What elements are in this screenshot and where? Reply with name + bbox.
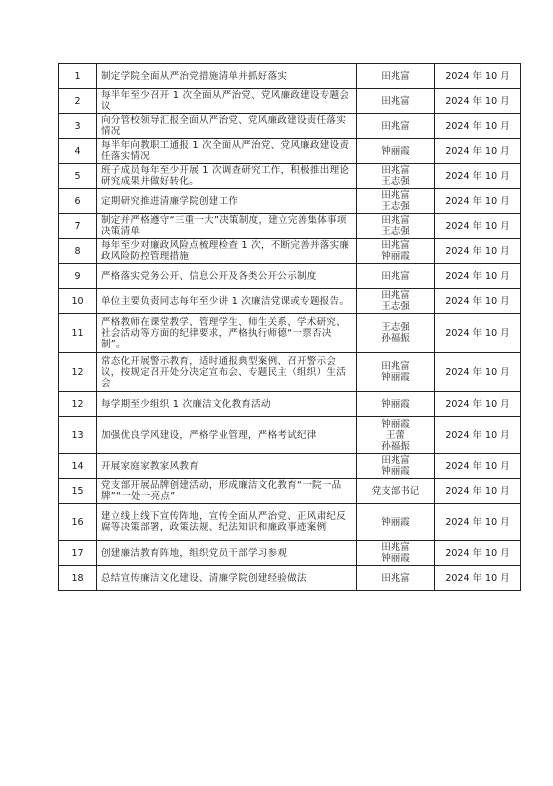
responsible-person-cell — [357, 289, 435, 314]
responsible-person: 田兆富 — [381, 240, 410, 251]
table-row — [59, 392, 521, 417]
responsible-person: 田兆富 — [381, 165, 410, 176]
task-description: 每年至少对廉政风险点梳理检查 1 次，不断完善并落实廉政风险防控管理措施 — [97, 239, 357, 264]
table-row — [59, 264, 521, 289]
responsible-person: 田兆富 — [381, 70, 410, 82]
table-row — [59, 353, 521, 392]
responsible-person-cell — [357, 504, 435, 541]
responsible-person: 田兆富 — [381, 290, 410, 301]
responsible-person-cell — [357, 392, 435, 417]
task-description: 开展家庭家教家风教育 — [97, 454, 357, 479]
responsible-person: 田兆富 — [381, 120, 410, 132]
row-number: 14 — [59, 454, 97, 479]
row-number: 12 — [59, 353, 97, 392]
deadline: 2024 年 10 月 — [435, 314, 521, 353]
task-description: 向分管校领导汇报全面从严治党、党风廉政建设责任落实情况 — [97, 114, 357, 139]
responsible-person: 钟丽霞 — [381, 553, 410, 564]
row-number: 12 — [59, 392, 97, 417]
responsible-person: 孙福振 — [381, 440, 410, 452]
responsible-person: 钟丽霞 — [381, 418, 410, 430]
deadline: 2024 年 10 月 — [435, 289, 521, 314]
table-row — [59, 417, 521, 454]
deadline: 2024 年 10 月 — [435, 89, 521, 114]
row-number: 7 — [59, 214, 97, 239]
task-description: 建立线上线下宣传阵地，宣传全面从严治党、正风肃纪反腐等决策部署，政策法规、纪法知识和廉政事迹案例 — [97, 504, 357, 541]
deadline: 2024 年 10 月 — [435, 353, 521, 392]
responsible-person-cell — [357, 417, 435, 454]
responsible-person: 钟丽霞 — [381, 251, 410, 262]
responsible-person: 王志强 — [381, 226, 410, 237]
responsible-person: 党支部书记 — [371, 485, 420, 497]
deadline: 2024 年 10 月 — [435, 417, 521, 454]
task-description: 加强优良学风建设，严格学业管理，严格考试纪律 — [97, 417, 357, 454]
responsible-person: 王蕾 — [385, 429, 405, 441]
table-row — [59, 139, 521, 164]
task-description: 定期研究推进清廉学院创建工作 — [97, 189, 357, 214]
responsible-person: 钟丽霞 — [381, 145, 410, 157]
responsible-person: 钟丽霞 — [381, 516, 410, 528]
deadline: 2024 年 10 月 — [435, 392, 521, 417]
responsible-person: 钟丽霞 — [381, 398, 410, 410]
deadline: 2024 年 10 月 — [435, 454, 521, 479]
table-row — [59, 64, 521, 89]
responsible-person-cell — [357, 214, 435, 239]
responsible-person-cell — [357, 239, 435, 264]
table-row — [59, 541, 521, 566]
responsible-person: 钟丽霞 — [381, 466, 410, 477]
responsible-person: 田兆富 — [381, 95, 410, 107]
row-number: 3 — [59, 114, 97, 139]
responsible-person: 孙福振 — [381, 333, 410, 344]
responsible-person: 王志强 — [381, 322, 410, 333]
task-description: 班子成员每年至少开展 1 次调查研究工作，积极推出理论研究成果并做好转化。 — [97, 164, 357, 189]
table-body — [59, 64, 521, 591]
responsible-person-cell — [357, 89, 435, 114]
deadline: 2024 年 10 月 — [435, 189, 521, 214]
responsible-person: 田兆富 — [381, 572, 410, 584]
responsible-person-cell — [357, 353, 435, 392]
responsible-person-cell — [357, 454, 435, 479]
row-number: 15 — [59, 479, 97, 504]
task-description: 单位主要负责同志每年至少讲 1 次廉洁党课或专题报告。 — [97, 289, 357, 314]
deadline: 2024 年 10 月 — [435, 64, 521, 89]
task-description: 创建廉洁教育阵地，组织党员干部学习参观 — [97, 541, 357, 566]
table-row — [59, 289, 521, 314]
table-row — [59, 189, 521, 214]
row-number: 4 — [59, 139, 97, 164]
deadline: 2024 年 10 月 — [435, 139, 521, 164]
responsible-person-cell — [357, 314, 435, 353]
responsible-person-cell — [357, 164, 435, 189]
responsible-person-cell — [357, 114, 435, 139]
deadline: 2024 年 10 月 — [435, 566, 521, 591]
deadline: 2024 年 10 月 — [435, 264, 521, 289]
deadline: 2024 年 10 月 — [435, 164, 521, 189]
deadline: 2024 年 10 月 — [435, 114, 521, 139]
row-number: 1 — [59, 64, 97, 89]
row-number: 6 — [59, 189, 97, 214]
responsible-person: 田兆富 — [381, 270, 410, 282]
row-number: 18 — [59, 566, 97, 591]
task-description: 每半年向教职工通报 1 次全面从严治党、党风廉政建设责任落实情况 — [97, 139, 357, 164]
task-description: 制定学院全面从严治党措施清单并抓好落实 — [97, 64, 357, 89]
responsible-person-cell — [357, 566, 435, 591]
row-number: 17 — [59, 541, 97, 566]
row-number: 16 — [59, 504, 97, 541]
responsible-person: 田兆富 — [381, 361, 410, 372]
row-number: 9 — [59, 264, 97, 289]
table-row — [59, 164, 521, 189]
task-description: 总结宣传廉洁文化建设、清廉学院创建经验做法 — [97, 566, 357, 591]
deadline: 2024 年 10 月 — [435, 214, 521, 239]
table-row — [59, 239, 521, 264]
task-description: 每半年至少召开 1 次全面从严治党、党风廉政建设专题会议 — [97, 89, 357, 114]
deadline: 2024 年 10 月 — [435, 541, 521, 566]
table-row — [59, 566, 521, 591]
responsible-person: 钟丽霞 — [381, 372, 410, 383]
row-number: 2 — [59, 89, 97, 114]
table-row — [59, 314, 521, 353]
responsible-person-cell — [357, 541, 435, 566]
responsibility-table — [58, 63, 521, 591]
row-number: 10 — [59, 289, 97, 314]
task-description: 党支部开展品牌创建活动，形成廉洁文化教育“一院一品牌”“一处一亮点” — [97, 479, 357, 504]
deadline: 2024 年 10 月 — [435, 239, 521, 264]
responsible-person-cell — [357, 264, 435, 289]
table-row — [59, 114, 521, 139]
table-row — [59, 479, 521, 504]
responsible-person-cell — [357, 139, 435, 164]
row-number: 11 — [59, 314, 97, 353]
responsible-person: 田兆富 — [381, 215, 410, 226]
task-description: 每学期至少组织 1 次廉洁文化教育活动 — [97, 392, 357, 417]
responsible-person: 田兆富 — [381, 455, 410, 466]
task-description: 常态化开展警示教育，适时通报典型案例、召开警示会议，按规定召开处分决定宣布会、专题民主（组织）生活会 — [97, 353, 357, 392]
task-description: 严格教师在课堂教学、管理学生、师生关系、学术研究、社会活动等方面的纪律要求，严格执行师德“一票否决制”。 — [97, 314, 357, 353]
table-row — [59, 89, 521, 114]
deadline: 2024 年 10 月 — [435, 479, 521, 504]
responsible-person-cell — [357, 64, 435, 89]
table-row — [59, 454, 521, 479]
task-description: 严格落实党务公开、信息公开及各类公开公示制度 — [97, 264, 357, 289]
table-row — [59, 214, 521, 239]
row-number: 13 — [59, 417, 97, 454]
responsible-person: 田兆富 — [381, 542, 410, 553]
responsible-person-cell — [357, 189, 435, 214]
table-row — [59, 504, 521, 541]
responsible-person-cell — [357, 479, 435, 504]
responsible-person: 王志强 — [381, 301, 410, 312]
deadline: 2024 年 10 月 — [435, 504, 521, 541]
responsible-person: 王志强 — [381, 201, 410, 212]
responsible-person: 王志强 — [381, 176, 410, 187]
responsible-person: 田兆富 — [381, 190, 410, 201]
task-description: 制定并严格遵守“三重一大”决策制度，建立完善集体事项决策清单 — [97, 214, 357, 239]
row-number: 5 — [59, 164, 97, 189]
row-number: 8 — [59, 239, 97, 264]
